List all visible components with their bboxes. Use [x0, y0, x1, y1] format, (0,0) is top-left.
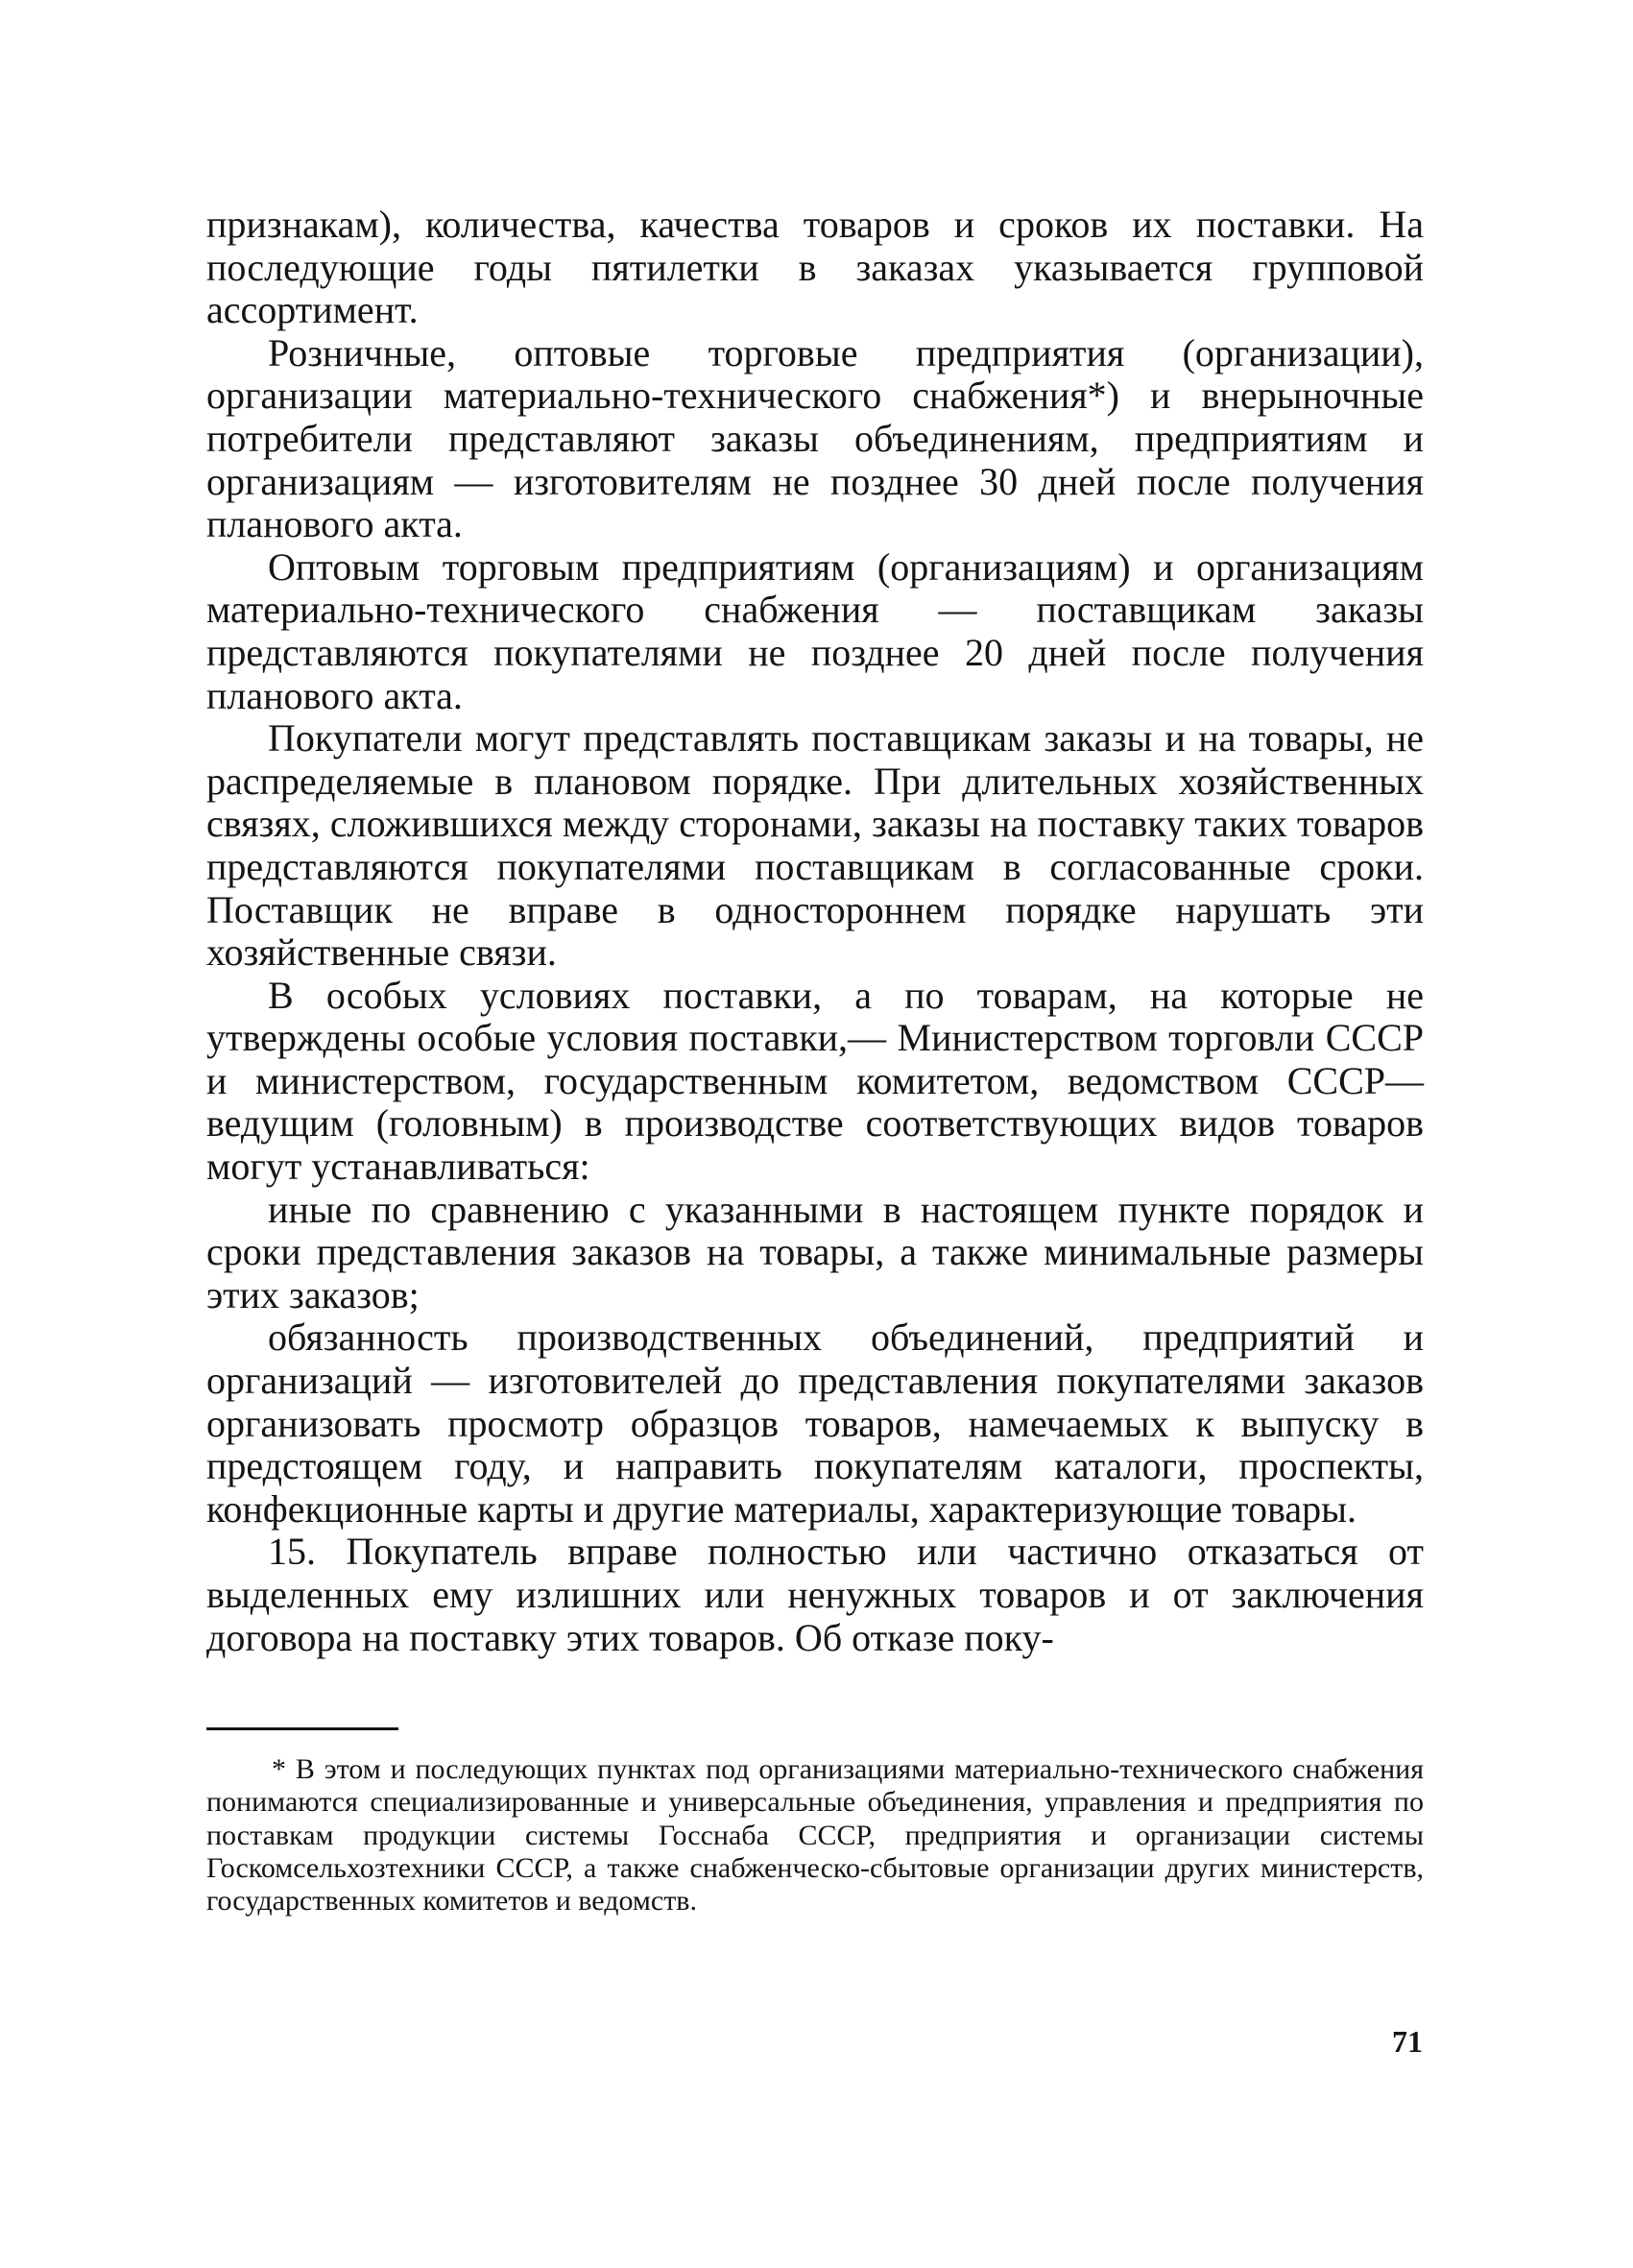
main-text [206, 204, 1424, 1659]
paragraph-retail-orders: Розничные, оптовые торговые предприятия (организации), организации материально-технического снабжения*) и внерыночные потребители представляют заказы объединениям, предприятиям и организациям — изготовителям не позднее 30 дней после получения планового акта. [206, 330, 1424, 546]
paragraph-item-15: 15. Покупатель вправе полностью или частично отказаться от выделенных ему излишних или ненужных товаров и от заключения договора на поставку этих товаров. Об отказе поку- [206, 1530, 1424, 1659]
paragraph-other-terms: иные по сравнению с указанными в настоящем пункте порядок и сроки представления заказов на товары, а также минимальные размеры этих заказов; [206, 1187, 1424, 1316]
footnote: * В этом и последующих пунктах под организациями материально-технического снабжения понимаются специализированные и универсальные объединения, управления и предприятия по поставкам продукции системы Госснаба СССР, предприятия и организации системы Госкомсельхозтехники СССР, а также снабженческо-сбытовые организации других министерств, государственных комитетов и ведомств. [206, 1753, 1424, 1918]
paragraph-special-conditions: В особых условиях поставки, а по товарам, на которые не утверждены особые условия поставки,— Министерством торговли СССР и министерством, государственным комитетом, ведомством СССР—ведущим (головным) в производстве соответствующих видов товаров могут устанавливаться: [206, 973, 1424, 1189]
paragraph-obligation: обязанность производственных объединений, предприятий и организаций — изготовителей до представления покупателями заказов организовать просмотр образцов товаров, намечаемых к выпуску в предстоящем году, и направить покупателям каталоги, проспекты, конфекционные карты и другие материалы, характеризующие товары. [206, 1315, 1424, 1531]
paragraph-wholesale-orders: Оптовым торговым предприятиям (организациям) и организациям материально-технического снабжения — поставщикам заказы представляются покупателями не позднее 20 дней после получения планового акта. [206, 544, 1424, 717]
footnote-divider [206, 1727, 398, 1730]
paragraph-unplanned-goods: Покупатели могут представлять поставщикам заказы и на товары, не распределяемые в плановом порядке. При длительных хозяйственных связях, сложившихся между сторонами, заказы на поставку таких товаров представляются покупателями поставщикам в согласованные сроки. Поставщик не вправе в одностороннем порядке нарушать эти хозяйственные связи. [206, 716, 1424, 975]
paragraph-continuation: признакам), количества, качества товаров и сроков их поставки. На последующие годы пятилетки в заказах указывается групповой ассортимент. [206, 203, 1424, 332]
page-number: 71 [1392, 2024, 1423, 2059]
